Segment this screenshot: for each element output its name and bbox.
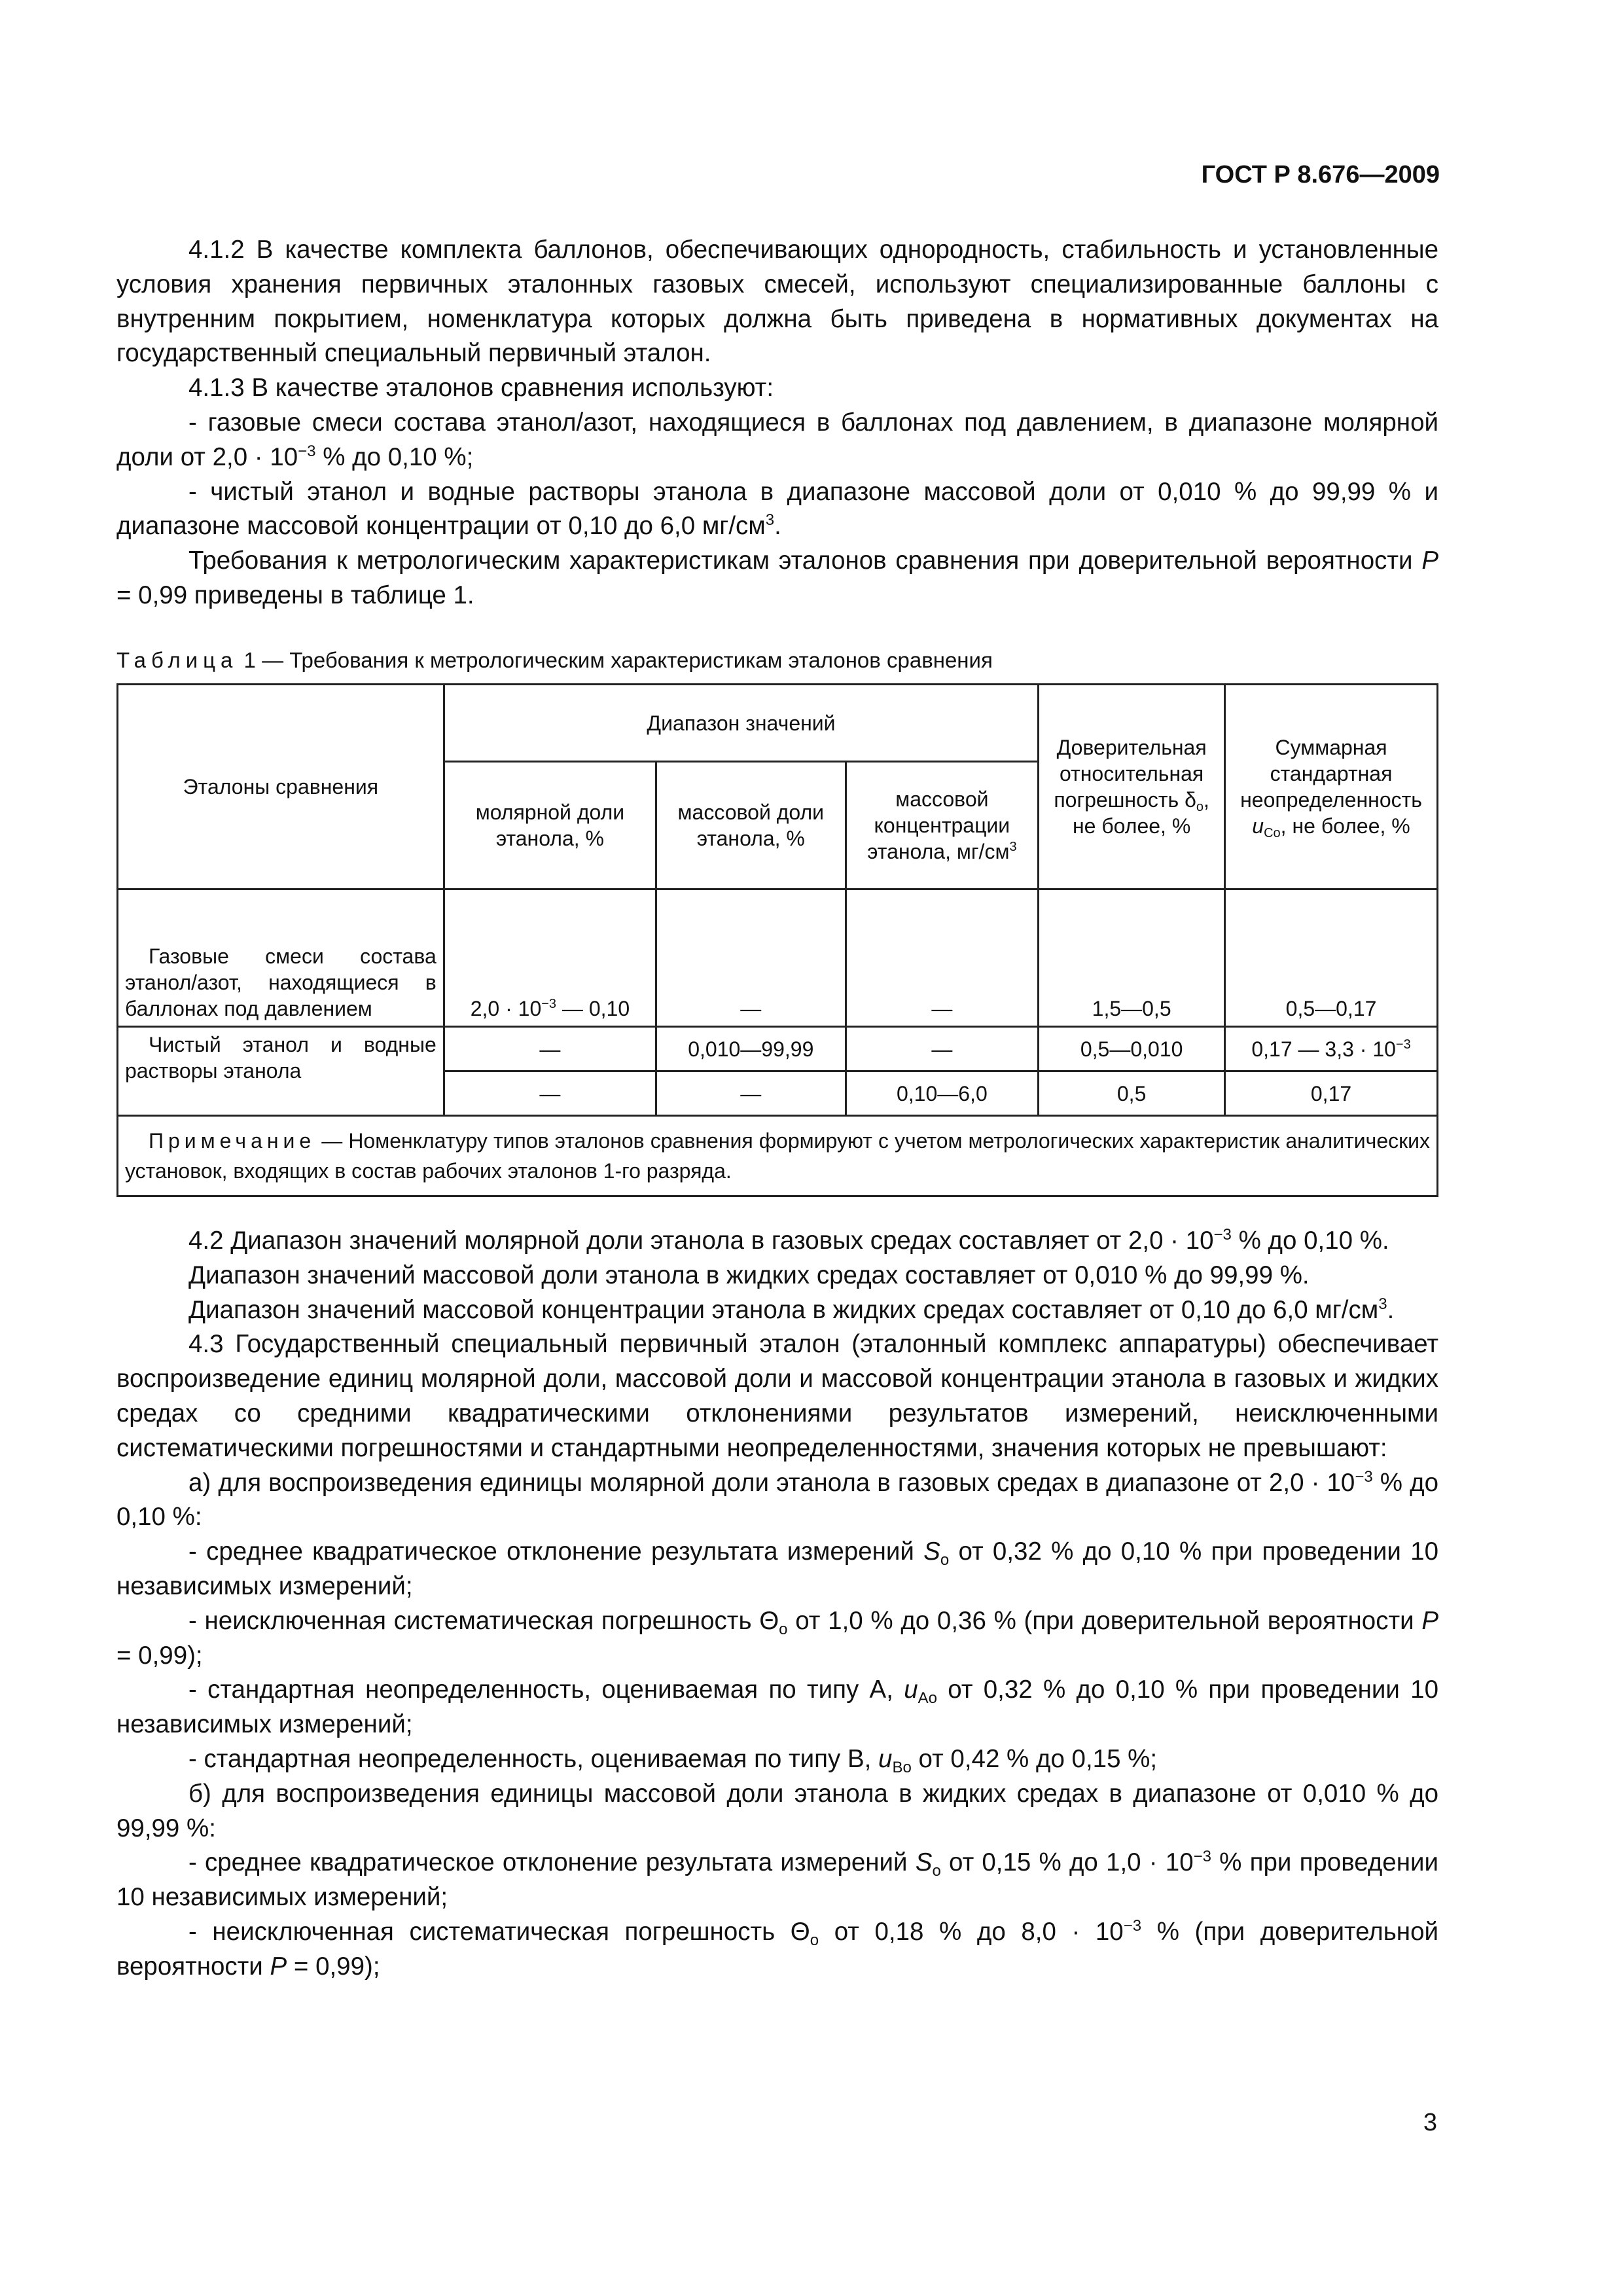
table-cell-standard: Чистый этанол и водные растворы этанола [118,1027,444,1116]
list-item-systematic-error-2: - неисключенная систематическая погрешность $\Theta_о$ от 0,18 % до $8,0 \cdot 10^{-3}$ % (при доверительной вероятности P = 0,99); [116,1916,1438,1981]
table-cell: 0,10—6,0 [846,1071,1039,1116]
header-error: Доверительная относительная погрешность $\delta_о$, не более, % [1039,685,1225,889]
page-number: 3 [1423,2109,1437,2136]
table-cell: — [846,1027,1039,1071]
header-molar-fraction: молярной доли этанола, % [444,762,656,889]
list-item-uncertainty-b: - стандартная неопределенность, оцениваемая по типу В, $u_{Bo}$ от 0,42 % до 0,15 %; [188,1744,1158,1776]
header-range: Диапазон значений [444,685,1038,762]
paragraph-requirements: Требования к метрологическим характеристикам эталонов сравнения при доверительной вероятности P = 0,99 приведены в таблице 1. [116,547,1438,609]
header-uncertainty: Суммарная стандартная неопределенность $u_{Co}$, не более, % [1225,685,1438,889]
document-header: ГОСТ Р 8.676—2009 [1201,161,1440,188]
header-mass-concentration: массовой концентрации этанола, $мг/см^3$ [846,762,1039,889]
table-note: Примечание — Номенклатуру типов эталонов сравнения формируют с учетом метрологических характеристик аналитических установок, входящих в состав рабочих эталонов 1-го разряда. [118,1116,1438,1196]
list-item-uncertainty-a: - стандартная неопределенность, оцениваемая по типу А, $u_{Ao}$ от 0,32 % до 0,10 % при проведении 10 независимых измерений; [116,1676,1438,1739]
list-item-a: а) для воспроизведения единицы молярной доли этанола в газовых средах в диапазоне от $2,0 \cdot 10^{-3}$ % до 0,10 %: [116,1467,1438,1532]
table-cell: 0,5—0,010 [1039,1027,1225,1071]
table-cell: 1,5—0,5 [1039,889,1225,1027]
table-cell: — [846,889,1039,1027]
table-1 [116,683,1438,1197]
list-item-gas-mixtures: - газовые смеси состава этанол/азот, находящиеся в баллонах под давлением, в диапазоне молярной доли от $2,0 \cdot 10^{-3}$ % до 0,10 %; [116,408,1438,471]
table-row [118,889,1438,1027]
list-item-std-deviation-2: - среднее квадратическое отклонение результата измерений $S_о$ от 0,15 % до $1,0 \cdot 10^{-3}$ % при проведении 10 независимых измерений; [116,1848,1438,1912]
header-mass-fraction: массовой доли этанола, % [656,762,846,889]
table-cell: — [656,889,846,1027]
body-text-upper [116,233,1438,613]
paragraph-4-2: 4.2 Диапазон значений молярной доли этанола в газовых средах составляет от $2,0 \cdot 10^{-3}$ % до 0,10 %. [188,1226,1389,1255]
table-cell: 0,5 [1039,1071,1225,1116]
paragraph-4-3: 4.3 Государственный специальный первичный эталон (эталонный комплекс аппаратуры) обеспечивает воспроизведение единиц молярной доли, массовой доли и массовой концентрации этанола в газовых и жидких средах со средними квадратическими отклонениями результатов измерений, неисключенными систематическими погрешностями и стандартными неопределенностями, значения которых не превышают: [116,1330,1438,1462]
table-caption: Таблица 1 — Требования к метрологическим характеристикам эталонов сравнения [116,648,993,672]
paragraph-4-1-2: 4.1.2 В качестве комплекта баллонов, обеспечивающих однородность, стабильность и установленные условия хранения первичных эталонных газовых смесей, используют специализированные баллоны с внутренним покрытием, номенклатура которых должна быть приведена в нормативных документах на государственный специальный первичный эталон. [116,236,1438,368]
table-cell: 0,17 [1225,1071,1438,1116]
list-item-pure-ethanol: - чистый этанол и водные растворы этанола в диапазоне массовой доли от 0,010 % до 99,99 % и диапазоне массовой концентрации от 0,10 до 6,0 $мг/см^3$. [116,477,1438,541]
table-cell: — [444,1027,656,1071]
table-row [118,1027,1438,1071]
list-item-std-deviation: - среднее квадратическое отклонение результата измерений $S_о$ от 0,32 % до 0,10 % при проведении 10 независимых измерений; [116,1537,1439,1600]
paragraph-mass-fraction-range: Диапазон значений массовой доли этанола в жидких средах составляет от 0,010 % до 99,99 %. [188,1261,1310,1289]
table-cell: $2,0 \cdot 10^{-3}$ — 0,10 [444,889,656,1027]
table-cell: 0,17 — $3,3 \cdot 10^{-3}$ [1225,1027,1438,1071]
paragraph-4-1-3: 4.1.3 В качестве эталонов сравнения используют: [188,374,774,403]
table-cell: 0,010—99,99 [656,1027,846,1071]
paragraph-mass-concentration-range: Диапазон значений массовой концентрации этанола в жидких средах составляет от 0,10 до 6,0 $мг/см^3$. [188,1295,1395,1324]
body-text-lower [116,1224,1438,1984]
table-cell: 0,5—0,17 [1225,889,1438,1027]
list-item-systematic-error: - неисключенная систематическая погрешность $\Theta_о$ от 1,0 % до 0,36 % (при доверительной вероятности P = 0,99); [116,1606,1438,1670]
table-cell-standard: Газовые смеси состава этанол/азот, находящиеся в баллонах под давлением [118,889,444,1027]
header-standards: Эталоны сравнения [118,685,444,889]
table-cell: — [656,1071,846,1116]
list-item-b: б) для воспроизведения единицы массовой доли этанола в жидких средах в диапазоне от 0,010 % до 99,99 %: [116,1779,1438,1842]
table-cell: — [444,1071,656,1116]
